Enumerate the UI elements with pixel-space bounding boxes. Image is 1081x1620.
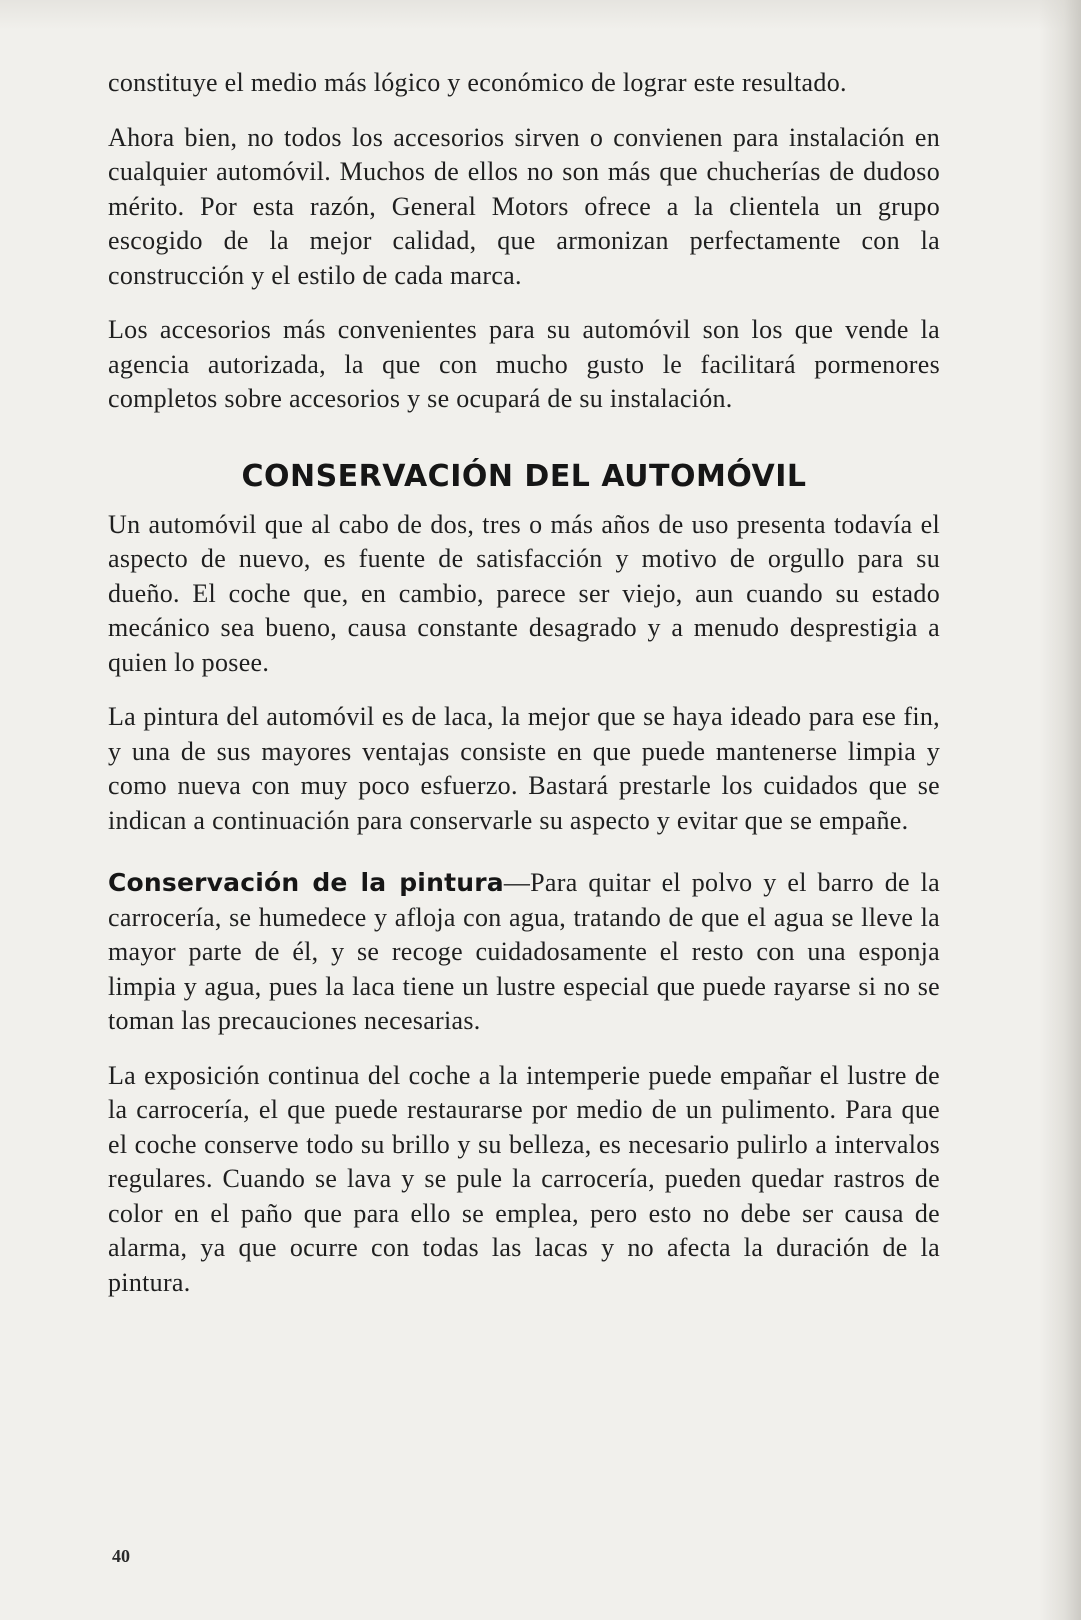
page-number: 40 bbox=[112, 1546, 130, 1566]
page-edge-shadow-right bbox=[1039, 0, 1081, 1620]
subsection-separator: — bbox=[503, 868, 531, 897]
paragraph: constituye el medio más lógico y económico de lograr este resultado. bbox=[108, 68, 847, 97]
subsection-paragraph bbox=[108, 866, 940, 1039]
paragraph: Ahora bien, no todos los accesorios sirven o convienen para instalación en cualquier automóvil. Muchos de ellos no son más que chucherías de dudoso mérito. Por esta razón, General Motors ofrece a la clientela un grupo escogido de la mejor calidad, que armonizan perfectamente con la construcción y el estilo de cada marca. bbox=[108, 122, 940, 290]
paragraph: La pintura del automóvil es de laca, la mejor que se haya ideado para ese fin, y una de sus mayores ventajas consiste en que puede mantenerse limpia y como nueva con muy poco esfuerzo. Bastará prestarle los cuidados que se indican a continuación para conservarle su aspecto y evitar que se empañe. bbox=[108, 702, 940, 835]
paragraph: Un automóvil que al cabo de dos, tres o más años de uso presenta todavía el aspecto de nuevo, es fuente de satisfacción y motivo de orgullo para su dueño. El coche que, en cambio, parece ser viejo, aun cuando su estado mecánico sea bueno, causa constante desagrado y a menudo desprestigia a quien lo posee. bbox=[108, 509, 940, 677]
section-heading: CONSERVACIÓN DEL AUTOMÓVIL bbox=[241, 458, 807, 494]
paragraph: La exposición continua del coche a la intemperie puede empañar el lustre de la carrocería, el que puede restaurarse por medio de un pulimento. Para que el coche conserve todo su brillo y su belleza, es necesario pulirlo a intervalos regulares. Cuando se lava y se pule la carrocería, pueden quedar rastros de color en el paño que para ello se emplea, pero esto no debe ser causa de alarma, ya que ocurre con todas las lacas y no afecta la duración de la pintura. bbox=[108, 1060, 940, 1297]
subsection-text: Para quitar el polvo y el barro de la carrocería, se humedece y afloja con agua, tratando de que el agua se lleve la mayor parte de él, y se recoge cuidadosamente el resto con una esponja limpia y agua, pues la laca tiene un lustre especial que puede rayarse si no se toman las precauciones necesarias. bbox=[108, 868, 940, 1035]
page-edge-shadow-top bbox=[0, 0, 1081, 30]
page-content bbox=[108, 66, 940, 1320]
subsection-heading: Conservación de la pintura bbox=[108, 868, 504, 897]
paragraph: Los accesorios más convenientes para su automóvil son los que vende la agencia autorizada, la que con mucho gusto le facilitará pormenores completos sobre accesorios y se ocupará de su instalación. bbox=[108, 315, 940, 413]
